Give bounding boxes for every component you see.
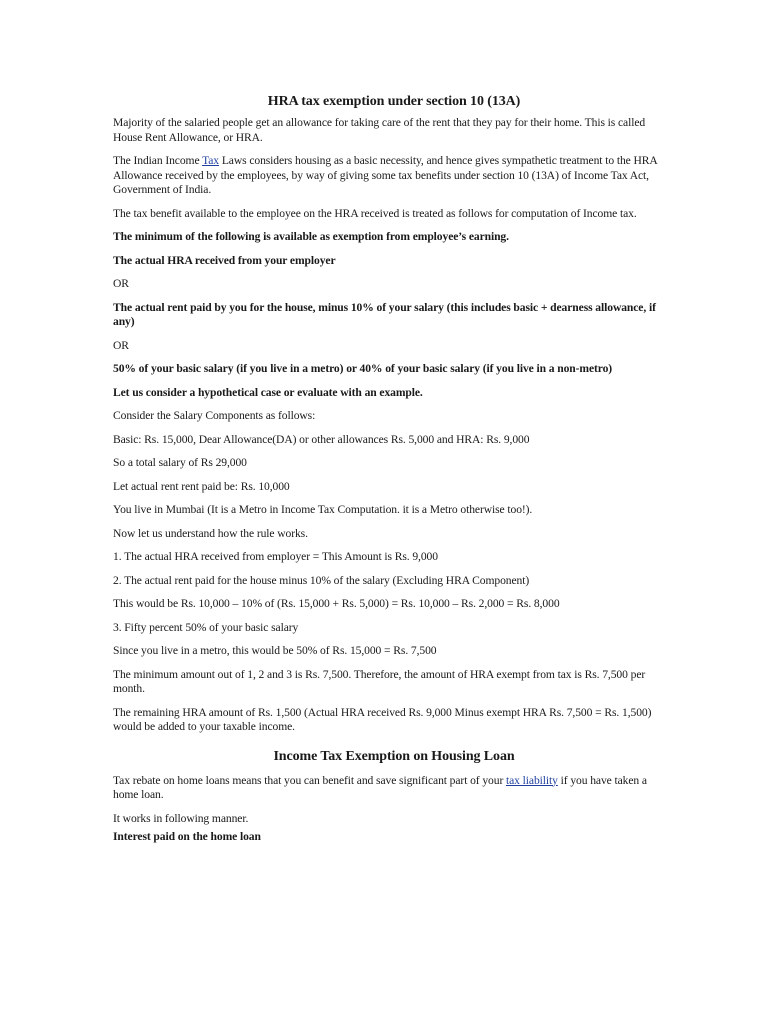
paragraph-works-manner: It works in following manner.: [113, 811, 249, 825]
paragraph-actual-rent: The actual rent paid by you for the house, minus 10% of your salary (this includes basic + dearness allowance, if any): [113, 300, 656, 328]
paragraph-intro: Majority of the salaried people get an allowance for taking care of the rent that they pay for their home. This is called House Rent Allowance, or HRA.: [113, 116, 646, 144]
paragraph-minimum-exemption: The minimum of the following is available as exemption from employee’s earning.: [113, 230, 509, 243]
paragraph-step-1: 1. The actual HRA received from employer = This Amount is Rs. 9,000: [113, 550, 438, 563]
paragraph-step-3-calc: Since you live in a metro, this would be 50% of Rs. 15,000 = Rs. 7,500: [113, 644, 437, 657]
document-page: [113, 94, 675, 854]
paragraph-interest-paid: Interest paid on the home loan: [113, 830, 261, 843]
heading-hra-exemption: HRA tax exemption under section 10 (13A): [267, 94, 521, 109]
paragraph-basic-salary-percent: 50% of your basic salary (if you live in a metro) or 40% of your basic salary (if you live in a non-metro): [113, 362, 613, 375]
text-segment: Tax rebate on home loans means that you can benefit and save significant part of your: [113, 773, 507, 787]
or-separator: OR: [113, 338, 129, 352]
heading-housing-loan: Income Tax Exemption on Housing Loan: [273, 748, 515, 764]
paragraph-tax-benefit: The tax benefit available to the employee on the HRA received is treated as follows for computation of Income tax.: [113, 206, 637, 220]
paragraph-tax-rebate: [113, 774, 675, 803]
tax-liability-link[interactable]: tax liability: [506, 773, 558, 787]
paragraph-income-tax-laws: [113, 154, 675, 198]
paragraph-total-salary: So a total salary of Rs 29,000: [113, 456, 247, 469]
paragraph-step-2: 2. The actual rent paid for the house minus 10% of the salary (Excluding HRA Component): [113, 573, 530, 587]
paragraph-salary-components: Consider the Salary Components as follows:: [113, 409, 316, 422]
text-segment: Laws considers housing as a basic necessity, and hence gives sympathetic treatment to the HRA Allowance received by the employees, by way of giving some tax benefits under section 10 (13A) of Income Tax Act, Government of India.: [113, 154, 658, 196]
paragraph-minimum-amount: The minimum amount out of 1, 2 and 3 is Rs. 7,500. Therefore, the amount of HRA exempt from tax is Rs. 7,500 per month.: [113, 667, 646, 695]
text-segment: if you have taken a home loan.: [113, 773, 647, 801]
paragraph-remaining-hra: The remaining HRA amount of Rs. 1,500 (Actual HRA received Rs. 9,000 Minus exempt HRA Rs. 7,500 = Rs. 1,500) would be added to your taxable income.: [113, 705, 652, 733]
paragraph-mumbai: You live in Mumbai (It is a Metro in Income Tax Computation. it is a Metro otherwise too!).: [113, 503, 533, 516]
tax-link[interactable]: Tax: [202, 154, 220, 167]
text-segment: The Indian Income: [113, 154, 203, 167]
paragraph-actual-rent-paid: Let actual rent rent paid be: Rs. 10,000: [113, 479, 290, 493]
paragraph-actual-hra: The actual HRA received from your employer: [113, 253, 336, 267]
paragraph-step-3: 3. Fifty percent 50% of your basic salary: [113, 620, 299, 634]
paragraph-hypothetical-case: Let us consider a hypothetical case or evaluate with an example.: [113, 385, 423, 399]
or-separator: OR: [113, 277, 129, 290]
paragraph-rule-works: Now let us understand how the rule works.: [113, 526, 308, 540]
paragraph-basic-da-hra: Basic: Rs. 15,000, Dear Allowance(DA) or other allowances Rs. 5,000 and HRA: Rs. 9,000: [113, 432, 530, 446]
paragraph-step-2-calc: This would be Rs. 10,000 – 10% of (Rs. 15,000 + Rs. 5,000) = Rs. 10,000 – Rs. 2,000 = Rs. 8,000: [113, 597, 560, 610]
